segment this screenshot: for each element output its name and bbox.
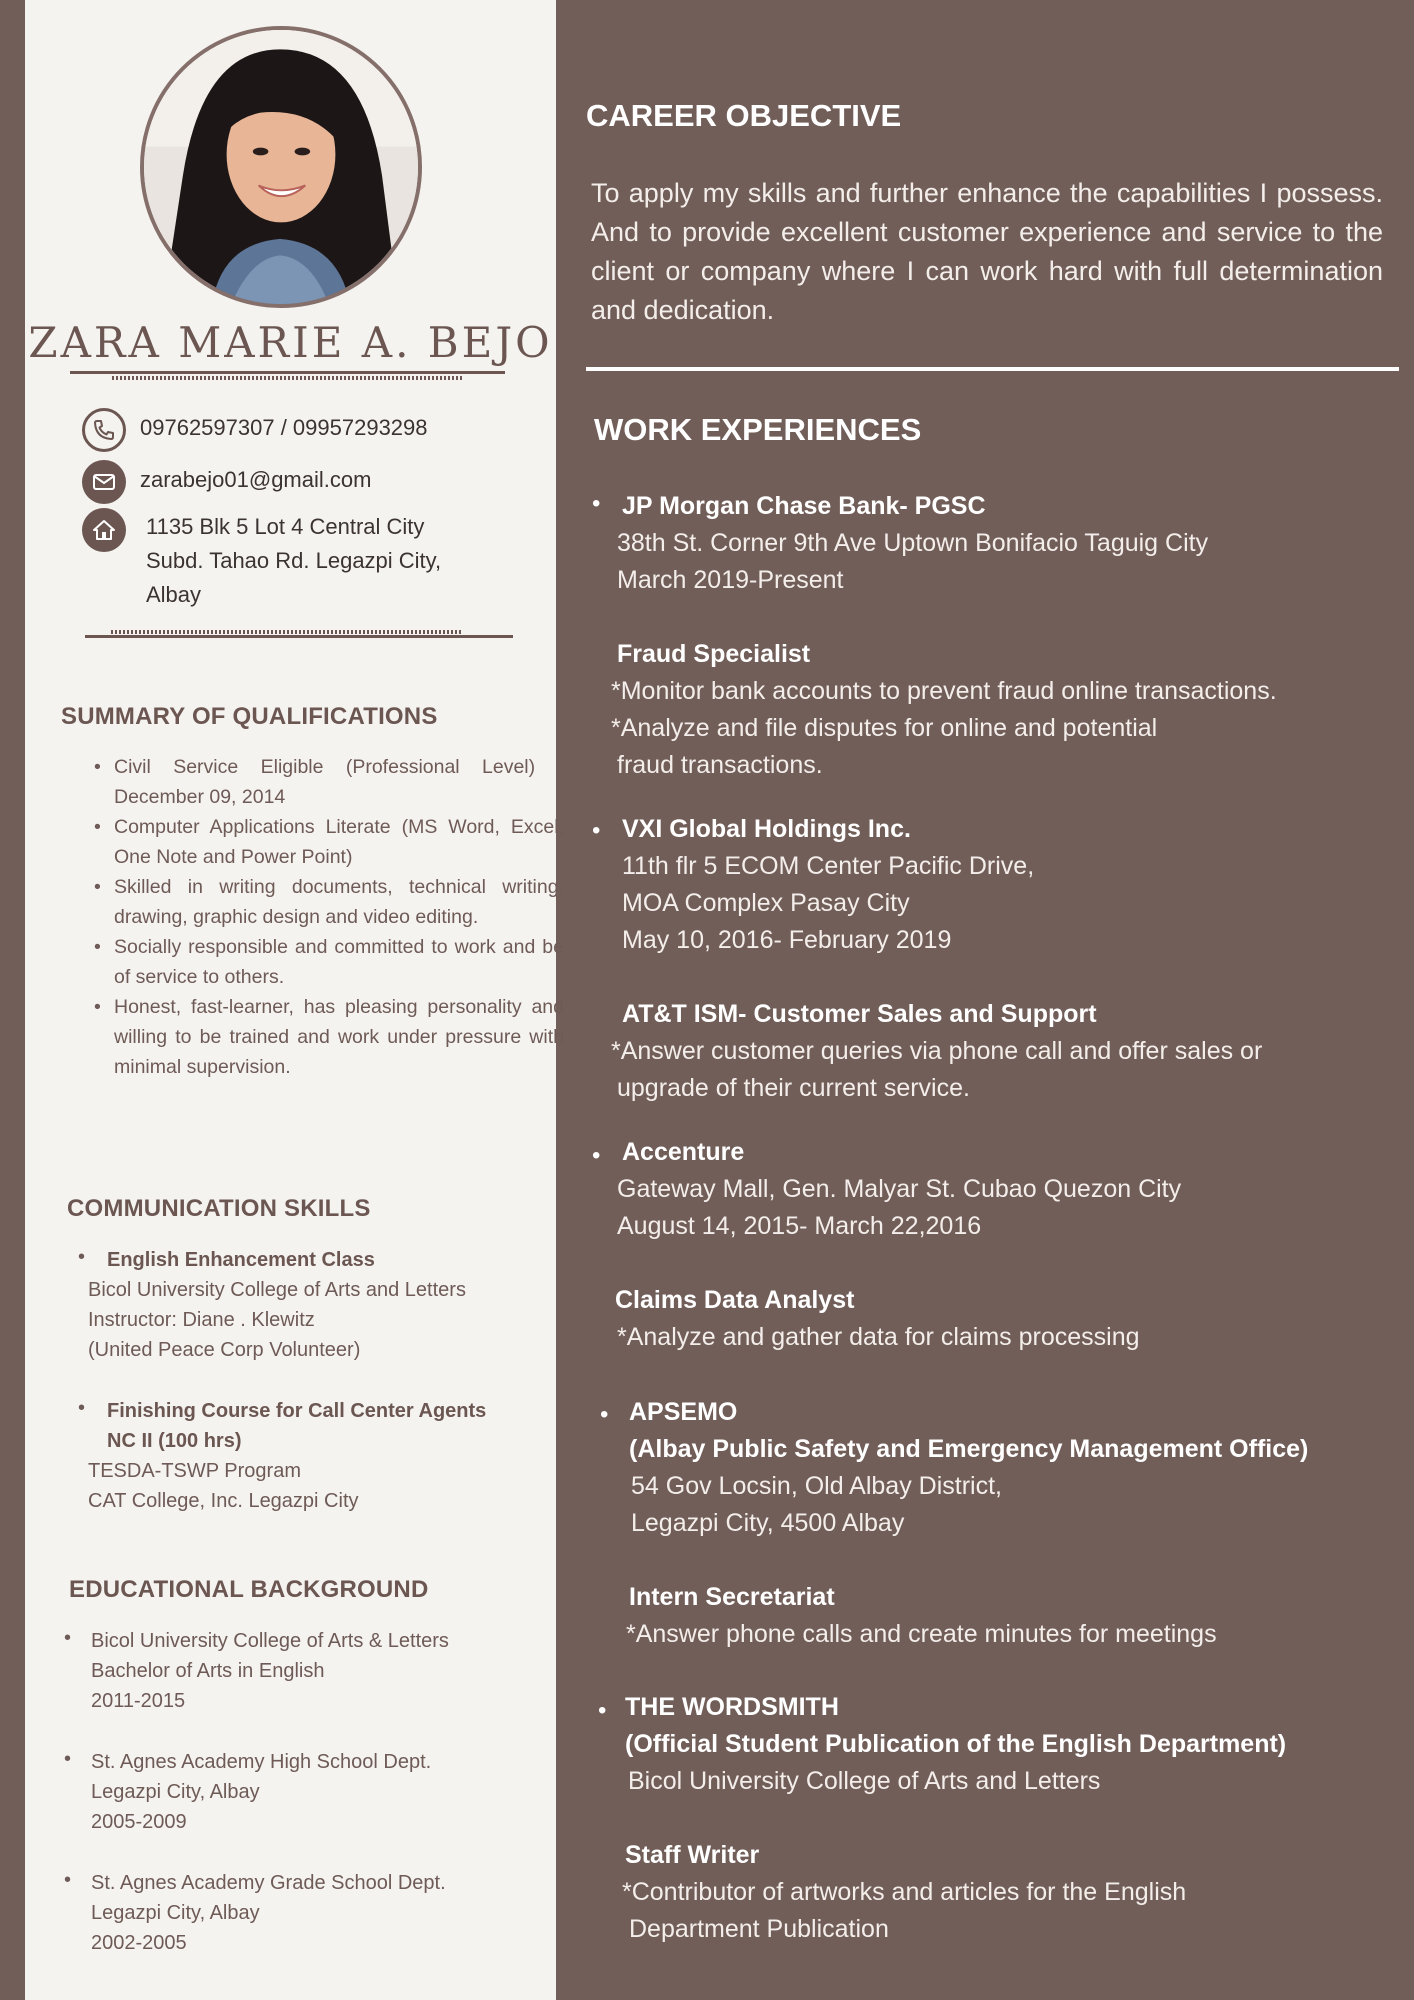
job-detail: 54 Gov Locsin, Old Albay District, xyxy=(631,1472,1002,1500)
bullet: • xyxy=(64,1869,72,1891)
objective-heading: CAREER OBJECTIVE xyxy=(586,98,902,133)
job-duty: *Answer phone calls and create minutes for meetings xyxy=(626,1620,1217,1648)
job-detail: Gateway Mall, Gen. Malyar St. Cubao Quezon City xyxy=(617,1175,1182,1203)
job-detail: MOA Complex Pasay City xyxy=(622,889,910,917)
job-entry xyxy=(611,811,1263,1107)
job-company: VXI Global Holdings Inc. xyxy=(622,815,911,843)
job-company-full: (Official Student Publication of the English Department) xyxy=(625,1730,1287,1758)
name-underline xyxy=(70,371,505,374)
education-line: Bicol University College of Arts & Letters xyxy=(91,1630,449,1652)
communication-item-title: NC II (100 hrs) xyxy=(107,1430,242,1452)
address xyxy=(146,510,441,612)
education-heading: EDUCATIONAL BACKGROUND xyxy=(69,1576,429,1603)
job-duty: *Monitor bank accounts to prevent fraud online transactions. xyxy=(611,677,1277,705)
communication-item-line: CAT College, Inc. Legazpi City xyxy=(88,1490,359,1512)
contact-rule xyxy=(85,635,513,638)
profile-photo xyxy=(140,26,422,308)
job-company: THE WORDSMITH xyxy=(625,1693,839,1721)
home-icon xyxy=(82,508,126,552)
communication-item-title: English Enhancement Class xyxy=(107,1249,375,1271)
communication-item-line: Instructor: Diane . Klewitz xyxy=(88,1309,315,1331)
job-role: Staff Writer xyxy=(625,1841,760,1869)
education-line: St. Agnes Academy High School Dept. xyxy=(91,1751,432,1773)
bullet: • xyxy=(592,490,601,517)
job-duty: *Analyze and gather data for claims processing xyxy=(617,1323,1140,1351)
job-detail: 11th flr 5 ECOM Center Pacific Drive, xyxy=(622,852,1035,880)
job-detail: May 10, 2016- February 2019 xyxy=(622,926,952,954)
bullet: • xyxy=(592,817,601,844)
phone-icon xyxy=(82,408,126,452)
bullet: • xyxy=(600,1401,609,1428)
communication-item-line: Bicol University College of Arts and Letters xyxy=(88,1279,466,1301)
bullet: • xyxy=(592,1142,601,1169)
email-icon xyxy=(82,460,126,504)
work-heading: WORK EXPERIENCES xyxy=(594,412,922,447)
job-company: Accenture xyxy=(622,1138,745,1166)
summary-item: • Computer Applications Literate (MS Word, Excel, One Note and Power Point) xyxy=(94,812,564,872)
education-line: 2002-2005 xyxy=(91,1932,187,1954)
summary-item: • Socially responsible and committed to work and be of service to others. xyxy=(94,932,564,992)
communication-item-line: (United Peace Corp Volunteer) xyxy=(88,1339,361,1361)
full-name: ZARA MARIE A. BEJO xyxy=(28,318,553,367)
summary-heading: SUMMARY OF QUALIFICATIONS xyxy=(61,703,438,730)
job-entry xyxy=(617,1134,1181,1356)
job-duty: *Answer customer queries via phone call and offer sales or xyxy=(611,1037,1263,1065)
job-duty: upgrade of their current service. xyxy=(617,1074,970,1102)
job-entry xyxy=(626,1394,1309,1653)
summary-list xyxy=(82,752,564,1082)
education-item xyxy=(91,1747,431,1837)
bullet: • xyxy=(64,1748,72,1770)
job-company: JP Morgan Chase Bank- PGSC xyxy=(622,492,986,520)
education-line: 2005-2009 xyxy=(91,1811,187,1833)
communication-item-title: Finishing Course for Call Center Agents xyxy=(107,1400,487,1422)
education-line: Legazpi City, Albay xyxy=(91,1781,260,1803)
education-item xyxy=(91,1626,449,1716)
job-detail: Bicol University College of Arts and Letters xyxy=(628,1767,1101,1795)
name-dotted-rule xyxy=(112,376,462,380)
education-line: Legazpi City, Albay xyxy=(91,1902,260,1924)
job-company-full: (Albay Public Safety and Emergency Management Office) xyxy=(629,1435,1309,1463)
education-line: St. Agnes Academy Grade School Dept. xyxy=(91,1872,446,1894)
phone-number: 09762597307 / 09957293298 xyxy=(140,415,428,440)
job-entry xyxy=(622,1689,1287,1948)
communication-item xyxy=(88,1245,548,1365)
job-duty: *Contributor of artworks and articles for the English xyxy=(622,1878,1187,1906)
job-entry xyxy=(611,488,1277,784)
communication-item-line: TESDA-TSWP Program xyxy=(88,1460,301,1482)
job-duty: *Analyze and file disputes for online and potential xyxy=(611,714,1158,742)
address-line: Albay xyxy=(146,582,202,607)
address-line: 1135 Blk 5 Lot 4 Central City xyxy=(146,514,425,539)
bullet: • xyxy=(598,1697,607,1724)
contact-dotted-rule xyxy=(111,630,461,634)
education-line: 2011-2015 xyxy=(91,1690,186,1712)
objective-divider xyxy=(586,367,1399,371)
education-item xyxy=(91,1868,446,1958)
bullet: • xyxy=(64,1627,72,1649)
job-duty: Department Publication xyxy=(629,1915,889,1943)
email-address: zarabejo01@gmail.com xyxy=(140,467,372,492)
job-detail: August 14, 2015- March 22,2016 xyxy=(617,1212,982,1240)
job-role: Fraud Specialist xyxy=(617,640,811,668)
job-company: APSEMO xyxy=(629,1398,738,1426)
bullet: • xyxy=(78,1246,86,1268)
job-detail: 38th St. Corner 9th Ave Uptown Bonifacio Taguig City xyxy=(617,529,1209,557)
job-role: Intern Secretariat xyxy=(629,1583,835,1611)
job-duty: fraud transactions. xyxy=(617,751,823,779)
job-role: AT&T ISM- Customer Sales and Support xyxy=(622,1000,1097,1028)
summary-item: • Civil Service Eligible (Professional Level) - December 09, 2014 xyxy=(94,752,564,812)
summary-item: • Skilled in writing documents, technical writing, drawing, graphic design and video editing. xyxy=(94,872,564,932)
left-panel xyxy=(25,0,564,2000)
address-line: Subd. Tahao Rd. Legazpi City, xyxy=(146,548,442,573)
objective-text: To apply my skills and further enhance the capabilities I possess. And to provide excellent customer experience and service to the client or company where I can work hard with full determination and dedication. xyxy=(591,178,1383,325)
bullet: • xyxy=(78,1397,86,1419)
job-role: Claims Data Analyst xyxy=(615,1286,855,1314)
education-line: Bachelor of Arts in English xyxy=(91,1660,325,1682)
communication-heading: COMMUNICATION SKILLS xyxy=(67,1195,371,1222)
job-detail: Legazpi City, 4500 Albay xyxy=(631,1509,905,1537)
summary-item: • Honest, fast-learner, has pleasing personality and willing to be trained and work under pressure with minimal supervision. xyxy=(94,992,564,1082)
job-detail: March 2019-Present xyxy=(617,566,844,594)
communication-item xyxy=(88,1396,548,1516)
